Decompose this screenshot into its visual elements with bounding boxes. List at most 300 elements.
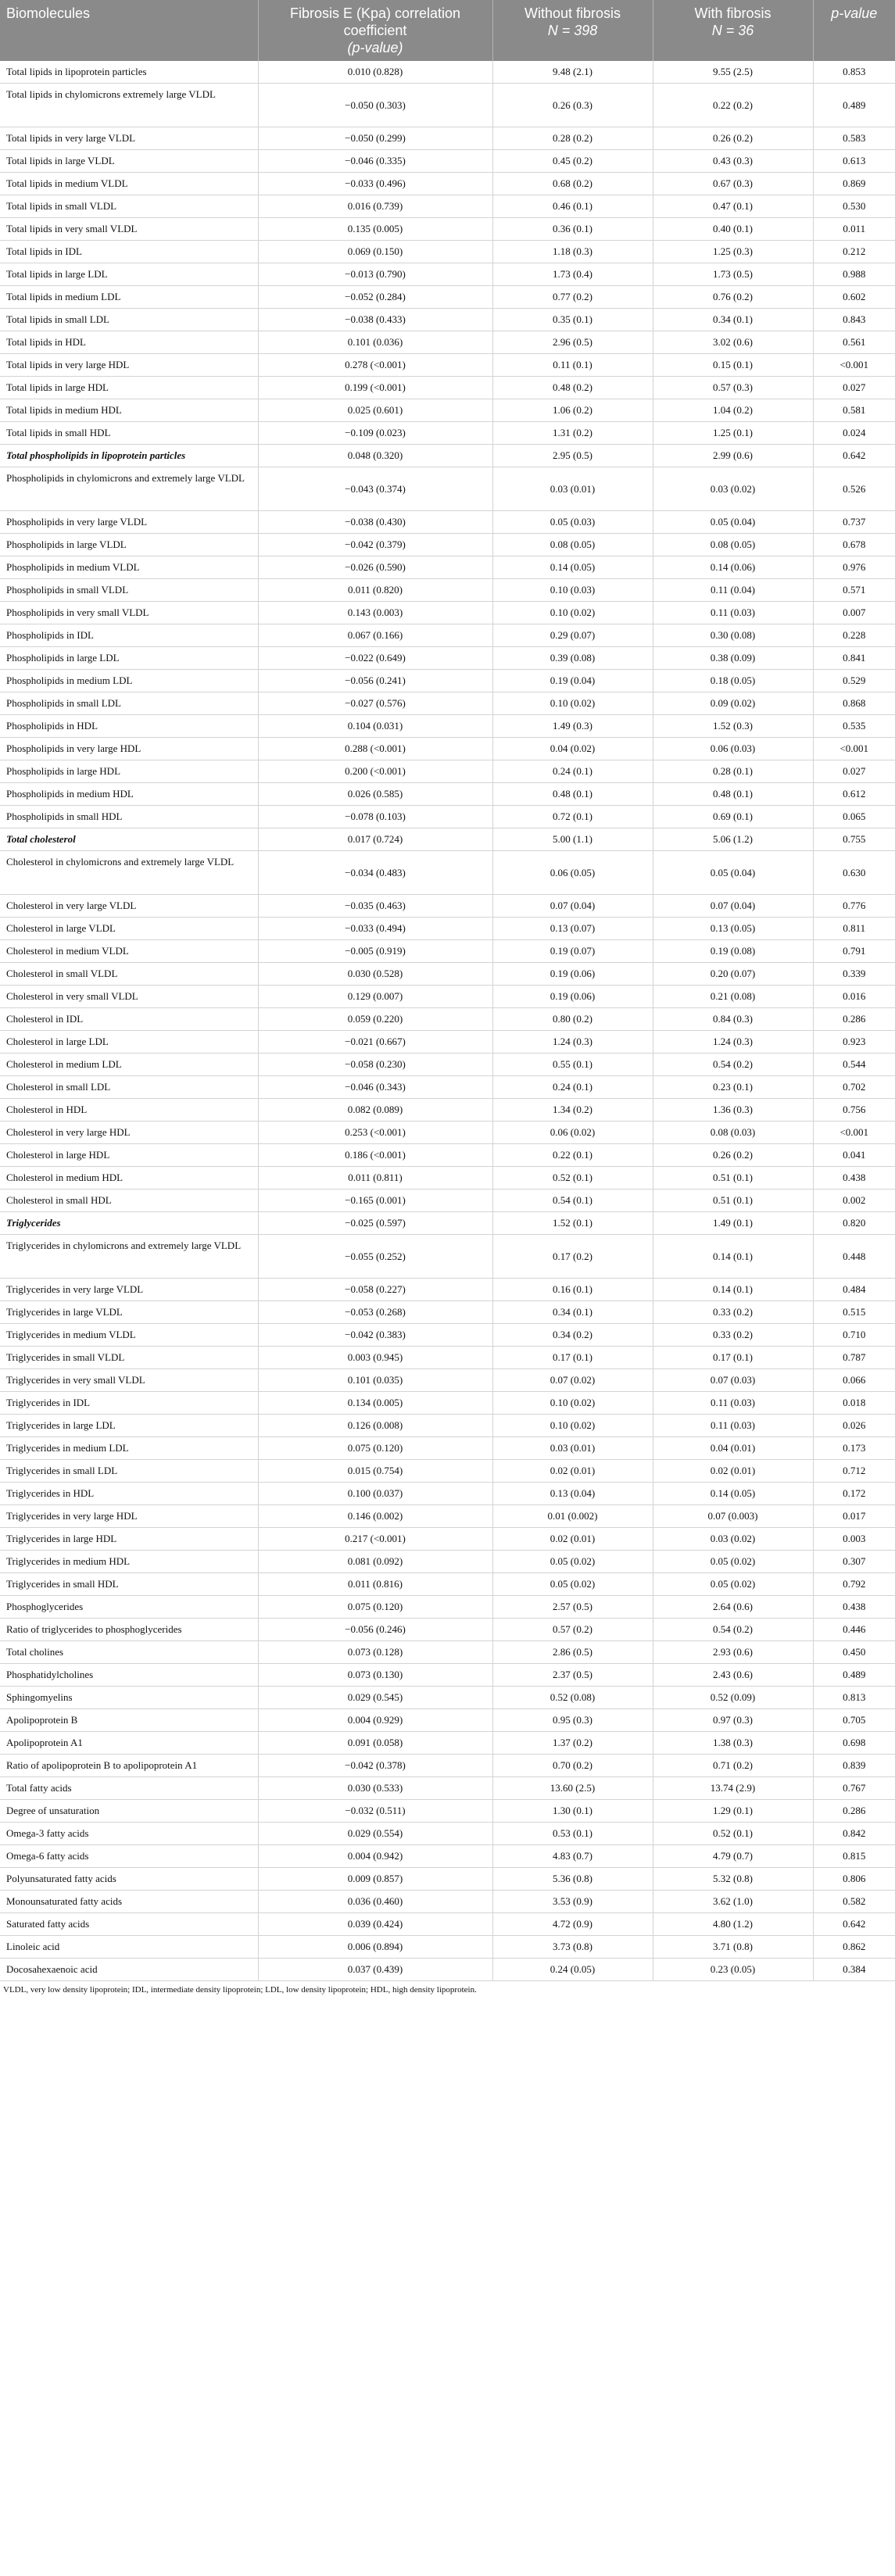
without-fibrosis-cell: 0.07 (0.04) — [492, 895, 653, 918]
correlation-cell: 0.082 (0.089) — [258, 1099, 492, 1122]
biomolecule-name-cell: Total lipids in IDL — [0, 241, 258, 263]
correlation-cell: 0.006 (0.894) — [258, 1936, 492, 1959]
table-row — [0, 377, 895, 399]
pvalue-cell: 0.027 — [813, 377, 895, 399]
biomolecule-name-cell: Phospholipids in small VLDL — [0, 579, 258, 602]
biomolecule-name-cell: Total cholines — [0, 1641, 258, 1664]
correlation-cell: 0.075 (0.120) — [258, 1437, 492, 1460]
biomolecule-name-cell: Apolipoprotein B — [0, 1709, 258, 1732]
correlation-cell: 0.029 (0.545) — [258, 1687, 492, 1709]
biomolecule-name-cell: Linoleic acid — [0, 1936, 258, 1959]
biomolecule-name-cell: Cholesterol in large LDL — [0, 1031, 258, 1054]
correlation-cell: 0.129 (0.007) — [258, 986, 492, 1008]
with-fibrosis-cell: 0.33 (0.2) — [653, 1324, 813, 1347]
without-fibrosis-cell: 0.57 (0.2) — [492, 1619, 653, 1641]
correlation-cell: 0.010 (0.828) — [258, 61, 492, 84]
biomolecule-name-cell: Phospholipids in small HDL — [0, 806, 258, 828]
biomolecule-name-cell: Triglycerides in chylomicrons and extremely large VLDL — [0, 1235, 258, 1279]
biomolecule-name-cell: Phospholipids in small LDL — [0, 692, 258, 715]
header-pvalue-label: p-value — [831, 5, 878, 21]
correlation-cell: 0.081 (0.092) — [258, 1551, 492, 1573]
with-fibrosis-cell: 9.55 (2.5) — [653, 61, 813, 84]
with-fibrosis-cell: 0.84 (0.3) — [653, 1008, 813, 1031]
biomolecule-name-cell: Apolipoprotein A1 — [0, 1732, 258, 1755]
pvalue-cell: 0.839 — [813, 1755, 895, 1777]
with-fibrosis-cell: 0.52 (0.09) — [653, 1687, 813, 1709]
correlation-cell: −0.038 (0.433) — [258, 309, 492, 331]
with-fibrosis-cell: 0.05 (0.04) — [653, 851, 813, 895]
biomolecule-name-cell: Total lipids in HDL — [0, 331, 258, 354]
pvalue-cell: 0.813 — [813, 1687, 895, 1709]
pvalue-cell: 0.339 — [813, 963, 895, 986]
pvalue-cell: 0.286 — [813, 1800, 895, 1823]
with-fibrosis-cell: 0.26 (0.2) — [653, 1144, 813, 1167]
with-fibrosis-cell: 0.05 (0.02) — [653, 1551, 813, 1573]
pvalue-cell: 0.613 — [813, 150, 895, 173]
with-fibrosis-cell: 0.34 (0.1) — [653, 309, 813, 331]
with-fibrosis-cell: 4.80 (1.2) — [653, 1913, 813, 1936]
with-fibrosis-cell: 1.04 (0.2) — [653, 399, 813, 422]
biomolecule-name-cell: Total lipids in medium LDL — [0, 286, 258, 309]
table-row — [0, 1054, 895, 1076]
table-row — [0, 895, 895, 918]
correlation-cell: −0.042 (0.379) — [258, 534, 492, 556]
table-row — [0, 1936, 895, 1959]
without-fibrosis-cell: 0.95 (0.3) — [492, 1709, 653, 1732]
without-fibrosis-cell: 9.48 (2.1) — [492, 61, 653, 84]
table-row — [0, 1505, 895, 1528]
biomolecule-name-cell: Cholesterol in large HDL — [0, 1144, 258, 1167]
table-row — [0, 670, 895, 692]
header-with-line1: With fibrosis — [694, 5, 771, 21]
with-fibrosis-cell: 0.14 (0.05) — [653, 1483, 813, 1505]
without-fibrosis-cell: 0.17 (0.1) — [492, 1347, 653, 1369]
correlation-cell: 0.048 (0.320) — [258, 445, 492, 467]
correlation-cell: −0.046 (0.335) — [258, 150, 492, 173]
biomolecule-name-cell: Total lipids in large HDL — [0, 377, 258, 399]
without-fibrosis-cell: 0.02 (0.01) — [492, 1460, 653, 1483]
pvalue-cell: 0.792 — [813, 1573, 895, 1596]
correlation-cell: 0.104 (0.031) — [258, 715, 492, 738]
pvalue-cell: 0.642 — [813, 445, 895, 467]
biomolecule-name-cell: Cholesterol in very large HDL — [0, 1122, 258, 1144]
with-fibrosis-cell: 0.07 (0.03) — [653, 1369, 813, 1392]
correlation-cell: −0.058 (0.230) — [258, 1054, 492, 1076]
with-fibrosis-cell: 0.48 (0.1) — [653, 783, 813, 806]
pvalue-cell: 0.286 — [813, 1008, 895, 1031]
pvalue-cell: 0.862 — [813, 1936, 895, 1959]
with-fibrosis-cell: 3.62 (1.0) — [653, 1891, 813, 1913]
correlation-cell: −0.042 (0.378) — [258, 1755, 492, 1777]
with-fibrosis-cell: 0.33 (0.2) — [653, 1301, 813, 1324]
table-row — [0, 286, 895, 309]
pvalue-cell: 0.712 — [813, 1460, 895, 1483]
biomolecule-name-cell: Triglycerides in large HDL — [0, 1528, 258, 1551]
without-fibrosis-cell: 0.53 (0.1) — [492, 1823, 653, 1845]
with-fibrosis-cell: 5.06 (1.2) — [653, 828, 813, 851]
without-fibrosis-cell: 3.73 (0.8) — [492, 1936, 653, 1959]
correlation-cell: 0.186 (<0.001) — [258, 1144, 492, 1167]
with-fibrosis-cell: 1.25 (0.1) — [653, 422, 813, 445]
without-fibrosis-cell: 0.77 (0.2) — [492, 286, 653, 309]
correlation-cell: 0.091 (0.058) — [258, 1732, 492, 1755]
pvalue-cell: 0.024 — [813, 422, 895, 445]
table-row — [0, 1528, 895, 1551]
with-fibrosis-cell: 0.54 (0.2) — [653, 1054, 813, 1076]
biomolecule-name-cell: Triglycerides in HDL — [0, 1483, 258, 1505]
correlation-cell: 0.039 (0.424) — [258, 1913, 492, 1936]
without-fibrosis-cell: 0.52 (0.08) — [492, 1687, 653, 1709]
table-row — [0, 1573, 895, 1596]
with-fibrosis-cell: 0.47 (0.1) — [653, 195, 813, 218]
without-fibrosis-cell: 1.30 (0.1) — [492, 1800, 653, 1823]
pvalue-cell: 0.011 — [813, 218, 895, 241]
correlation-cell: −0.042 (0.383) — [258, 1324, 492, 1347]
table-row — [0, 1167, 895, 1190]
table-header — [0, 0, 895, 61]
without-fibrosis-cell: 0.05 (0.03) — [492, 511, 653, 534]
biomolecule-name-cell: Phospholipids in very large HDL — [0, 738, 258, 760]
table-row — [0, 1732, 895, 1755]
pvalue-cell: 0.976 — [813, 556, 895, 579]
biomolecule-name-cell: Triglycerides in very large HDL — [0, 1505, 258, 1528]
with-fibrosis-cell: 0.76 (0.2) — [653, 286, 813, 309]
without-fibrosis-cell: 0.13 (0.04) — [492, 1483, 653, 1505]
biomolecule-name-cell: Monounsaturated fatty acids — [0, 1891, 258, 1913]
correlation-cell: −0.026 (0.590) — [258, 556, 492, 579]
pvalue-cell: 0.767 — [813, 1777, 895, 1800]
table-row — [0, 760, 895, 783]
correlation-cell: 0.075 (0.120) — [258, 1596, 492, 1619]
with-fibrosis-cell: 0.71 (0.2) — [653, 1755, 813, 1777]
pvalue-cell: 0.018 — [813, 1392, 895, 1415]
pvalue-cell: 0.842 — [813, 1823, 895, 1845]
correlation-cell: −0.056 (0.241) — [258, 670, 492, 692]
pvalue-cell: 0.678 — [813, 534, 895, 556]
biomolecule-name-cell: Cholesterol in large VLDL — [0, 918, 258, 940]
biomolecule-name-cell: Cholesterol in medium VLDL — [0, 940, 258, 963]
with-fibrosis-cell: 0.11 (0.04) — [653, 579, 813, 602]
with-fibrosis-cell: 1.25 (0.3) — [653, 241, 813, 263]
with-fibrosis-cell: 0.54 (0.2) — [653, 1619, 813, 1641]
correlation-cell: 0.037 (0.439) — [258, 1959, 492, 1981]
with-fibrosis-cell: 1.38 (0.3) — [653, 1732, 813, 1755]
with-fibrosis-cell: 0.17 (0.1) — [653, 1347, 813, 1369]
with-fibrosis-cell: 0.15 (0.1) — [653, 354, 813, 377]
with-fibrosis-cell: 0.21 (0.08) — [653, 986, 813, 1008]
correlation-cell: 0.101 (0.036) — [258, 331, 492, 354]
correlation-cell: 0.126 (0.008) — [258, 1415, 492, 1437]
without-fibrosis-cell: 0.10 (0.03) — [492, 579, 653, 602]
without-fibrosis-cell: 0.03 (0.01) — [492, 1437, 653, 1460]
biomolecule-name-cell: Total lipids in very large VLDL — [0, 127, 258, 150]
biomolecule-name-cell: Phospholipids in large HDL — [0, 760, 258, 783]
pvalue-cell: <0.001 — [813, 738, 895, 760]
with-fibrosis-cell: 2.43 (0.6) — [653, 1664, 813, 1687]
with-fibrosis-cell: 0.14 (0.1) — [653, 1279, 813, 1301]
correlation-cell: −0.021 (0.667) — [258, 1031, 492, 1054]
pvalue-cell: 0.843 — [813, 309, 895, 331]
correlation-cell: −0.058 (0.227) — [258, 1279, 492, 1301]
table-row — [0, 1235, 895, 1279]
pvalue-cell: 0.755 — [813, 828, 895, 851]
table-row — [0, 1460, 895, 1483]
biomolecule-name-cell: Omega-3 fatty acids — [0, 1823, 258, 1845]
pvalue-cell: 0.448 — [813, 1235, 895, 1279]
with-fibrosis-cell: 1.29 (0.1) — [653, 1800, 813, 1823]
correlation-cell: 0.199 (<0.001) — [258, 377, 492, 399]
biomolecule-name-cell: Phospholipids in chylomicrons and extremely large VLDL — [0, 467, 258, 511]
biomolecule-name-cell: Triglycerides in medium LDL — [0, 1437, 258, 1460]
correlation-cell: 0.253 (<0.001) — [258, 1122, 492, 1144]
with-fibrosis-cell: 0.69 (0.1) — [653, 806, 813, 828]
pvalue-cell: 0.820 — [813, 1212, 895, 1235]
biomolecule-name-cell: Phosphatidylcholines — [0, 1664, 258, 1687]
without-fibrosis-cell: 0.34 (0.2) — [492, 1324, 653, 1347]
biomolecule-name-cell: Polyunsaturated fatty acids — [0, 1868, 258, 1891]
biomolecule-name-cell: Total lipids in medium VLDL — [0, 173, 258, 195]
pvalue-cell: 0.705 — [813, 1709, 895, 1732]
correlation-cell: 0.200 (<0.001) — [258, 760, 492, 783]
correlation-cell: 0.030 (0.533) — [258, 1777, 492, 1800]
header-without-line1: Without fibrosis — [524, 5, 621, 21]
biomolecule-name-cell: Total lipids in very small VLDL — [0, 218, 258, 241]
biomolecule-name-cell: Triglycerides in very large VLDL — [0, 1279, 258, 1301]
correlation-cell: 0.004 (0.929) — [258, 1709, 492, 1732]
correlation-cell: −0.050 (0.303) — [258, 84, 492, 127]
correlation-cell: 0.073 (0.130) — [258, 1664, 492, 1687]
with-fibrosis-cell: 0.11 (0.03) — [653, 602, 813, 624]
table-row — [0, 738, 895, 760]
correlation-cell: 0.015 (0.754) — [258, 1460, 492, 1483]
pvalue-cell: 0.868 — [813, 692, 895, 715]
correlation-cell: 0.003 (0.945) — [258, 1347, 492, 1369]
with-fibrosis-cell: 0.43 (0.3) — [653, 150, 813, 173]
table-row — [0, 556, 895, 579]
correlation-cell: −0.013 (0.790) — [258, 263, 492, 286]
biomolecule-name-cell: Cholesterol in small VLDL — [0, 963, 258, 986]
table-row — [0, 422, 895, 445]
table-row — [0, 1099, 895, 1122]
correlation-cell: 0.011 (0.820) — [258, 579, 492, 602]
with-fibrosis-cell: 0.05 (0.04) — [653, 511, 813, 534]
biomolecule-name-cell: Triglycerides in small HDL — [0, 1573, 258, 1596]
without-fibrosis-cell: 4.72 (0.9) — [492, 1913, 653, 1936]
pvalue-cell: 0.544 — [813, 1054, 895, 1076]
table-row — [0, 1845, 895, 1868]
correlation-cell: 0.073 (0.128) — [258, 1641, 492, 1664]
with-fibrosis-cell: 0.22 (0.2) — [653, 84, 813, 127]
biomolecule-name-cell: Total lipids in small HDL — [0, 422, 258, 445]
correlation-cell: 0.143 (0.003) — [258, 602, 492, 624]
biomolecule-name-cell: Cholesterol in very small VLDL — [0, 986, 258, 1008]
biomolecule-name-cell: Cholesterol in medium LDL — [0, 1054, 258, 1076]
table-row — [0, 1347, 895, 1369]
without-fibrosis-cell: 1.49 (0.3) — [492, 715, 653, 738]
biomolecule-name-cell: Sphingomyelins — [0, 1687, 258, 1709]
without-fibrosis-cell: 0.48 (0.2) — [492, 377, 653, 399]
without-fibrosis-cell: 0.36 (0.1) — [492, 218, 653, 241]
pvalue-cell: 0.065 — [813, 806, 895, 828]
without-fibrosis-cell: 0.02 (0.01) — [492, 1528, 653, 1551]
pvalue-cell: 0.173 — [813, 1437, 895, 1460]
table-row — [0, 241, 895, 263]
table-row — [0, 783, 895, 806]
pvalue-cell: 0.526 — [813, 467, 895, 511]
with-fibrosis-cell: 0.08 (0.03) — [653, 1122, 813, 1144]
biomolecule-name-cell: Phospholipids in large LDL — [0, 647, 258, 670]
correlation-cell: 0.100 (0.037) — [258, 1483, 492, 1505]
biomolecule-name-cell: Cholesterol in HDL — [0, 1099, 258, 1122]
without-fibrosis-cell: 0.10 (0.02) — [492, 602, 653, 624]
table-row — [0, 1301, 895, 1324]
with-fibrosis-cell: 0.06 (0.03) — [653, 738, 813, 760]
table-row — [0, 173, 895, 195]
without-fibrosis-cell: 0.05 (0.02) — [492, 1551, 653, 1573]
biomolecule-name-cell: Total lipids in chylomicrons extremely large VLDL — [0, 84, 258, 127]
pvalue-cell: 0.066 — [813, 1369, 895, 1392]
with-fibrosis-cell: 2.99 (0.6) — [653, 445, 813, 467]
table-row — [0, 61, 895, 84]
without-fibrosis-cell: 4.83 (0.7) — [492, 1845, 653, 1868]
with-fibrosis-cell: 0.14 (0.1) — [653, 1235, 813, 1279]
table-row — [0, 624, 895, 647]
biomolecule-name-cell: Phospholipids in IDL — [0, 624, 258, 647]
without-fibrosis-cell: 0.08 (0.05) — [492, 534, 653, 556]
biomolecule-name-cell: Saturated fatty acids — [0, 1913, 258, 1936]
without-fibrosis-cell: 0.16 (0.1) — [492, 1279, 653, 1301]
without-fibrosis-cell: 1.24 (0.3) — [492, 1031, 653, 1054]
with-fibrosis-cell: 0.18 (0.05) — [653, 670, 813, 692]
biomolecule-name-cell: Ratio of apolipoprotein B to apolipoprotein A1 — [0, 1755, 258, 1777]
pvalue-cell: 0.489 — [813, 84, 895, 127]
with-fibrosis-cell: 0.04 (0.01) — [653, 1437, 813, 1460]
pvalue-cell: 0.811 — [813, 918, 895, 940]
with-fibrosis-cell: 0.40 (0.1) — [653, 218, 813, 241]
with-fibrosis-cell: 3.71 (0.8) — [653, 1936, 813, 1959]
with-fibrosis-cell: 0.05 (0.02) — [653, 1573, 813, 1596]
biomolecule-name-cell: Cholesterol in small LDL — [0, 1076, 258, 1099]
biomolecule-name-cell: Total cholesterol — [0, 828, 258, 851]
without-fibrosis-cell: 2.86 (0.5) — [492, 1641, 653, 1664]
pvalue-cell: 0.698 — [813, 1732, 895, 1755]
pvalue-cell: 0.582 — [813, 1891, 895, 1913]
without-fibrosis-cell: 0.26 (0.3) — [492, 84, 653, 127]
table-row — [0, 1437, 895, 1460]
without-fibrosis-cell: 1.31 (0.2) — [492, 422, 653, 445]
without-fibrosis-cell: 2.96 (0.5) — [492, 331, 653, 354]
with-fibrosis-cell: 0.51 (0.1) — [653, 1190, 813, 1212]
without-fibrosis-cell: 0.06 (0.05) — [492, 851, 653, 895]
correlation-cell: 0.025 (0.601) — [258, 399, 492, 422]
pvalue-cell: 0.515 — [813, 1301, 895, 1324]
pvalue-cell: 0.988 — [813, 263, 895, 286]
biomolecule-name-cell: Phospholipids in medium VLDL — [0, 556, 258, 579]
without-fibrosis-cell: 0.35 (0.1) — [492, 309, 653, 331]
without-fibrosis-cell: 0.14 (0.05) — [492, 556, 653, 579]
with-fibrosis-cell: 0.03 (0.02) — [653, 467, 813, 511]
table-row — [0, 692, 895, 715]
without-fibrosis-cell: 0.52 (0.1) — [492, 1167, 653, 1190]
biomolecule-name-cell: Cholesterol in chylomicrons and extremely large VLDL — [0, 851, 258, 895]
with-fibrosis-cell: 0.23 (0.05) — [653, 1959, 813, 1981]
header-biomolecules-label: Biomolecules — [6, 5, 91, 21]
without-fibrosis-cell: 0.10 (0.02) — [492, 692, 653, 715]
with-fibrosis-cell: 0.07 (0.003) — [653, 1505, 813, 1528]
pvalue-cell: 0.450 — [813, 1641, 895, 1664]
correlation-cell: 0.011 (0.811) — [258, 1167, 492, 1190]
correlation-cell: −0.027 (0.576) — [258, 692, 492, 715]
pvalue-cell: 0.602 — [813, 286, 895, 309]
table-row — [0, 1190, 895, 1212]
pvalue-cell: 0.307 — [813, 1551, 895, 1573]
with-fibrosis-cell: 0.97 (0.3) — [653, 1709, 813, 1732]
correlation-cell: −0.032 (0.511) — [258, 1800, 492, 1823]
header-without-line2: N = 398 — [547, 23, 598, 38]
correlation-cell: −0.053 (0.268) — [258, 1301, 492, 1324]
header-without-fibrosis — [492, 0, 653, 61]
biomolecule-name-cell: Total lipids in large VLDL — [0, 150, 258, 173]
correlation-cell: 0.017 (0.724) — [258, 828, 492, 851]
correlation-cell: 0.135 (0.005) — [258, 218, 492, 241]
without-fibrosis-cell: 0.34 (0.1) — [492, 1301, 653, 1324]
correlation-cell: 0.134 (0.005) — [258, 1392, 492, 1415]
with-fibrosis-cell: 0.52 (0.1) — [653, 1823, 813, 1845]
pvalue-cell: 0.561 — [813, 331, 895, 354]
biomolecule-name-cell: Docosahexaenoic acid — [0, 1959, 258, 1981]
without-fibrosis-cell: 0.24 (0.05) — [492, 1959, 653, 1981]
pvalue-cell: 0.027 — [813, 760, 895, 783]
biomolecule-name-cell: Triglycerides in medium HDL — [0, 1551, 258, 1573]
table-row — [0, 1551, 895, 1573]
with-fibrosis-cell: 0.28 (0.1) — [653, 760, 813, 783]
with-fibrosis-cell: 0.09 (0.02) — [653, 692, 813, 715]
without-fibrosis-cell: 1.73 (0.4) — [492, 263, 653, 286]
with-fibrosis-cell: 5.32 (0.8) — [653, 1868, 813, 1891]
without-fibrosis-cell: 1.52 (0.1) — [492, 1212, 653, 1235]
table-row — [0, 445, 895, 467]
pvalue-cell: 0.212 — [813, 241, 895, 263]
without-fibrosis-cell: 0.22 (0.1) — [492, 1144, 653, 1167]
table-row — [0, 218, 895, 241]
without-fibrosis-cell: 0.68 (0.2) — [492, 173, 653, 195]
table-row — [0, 1596, 895, 1619]
correlation-cell: 0.009 (0.857) — [258, 1868, 492, 1891]
with-fibrosis-cell: 0.11 (0.03) — [653, 1392, 813, 1415]
table-row — [0, 851, 895, 895]
correlation-cell: −0.035 (0.463) — [258, 895, 492, 918]
table-row — [0, 1144, 895, 1167]
table-row — [0, 467, 895, 511]
pvalue-cell: 0.228 — [813, 624, 895, 647]
table-row — [0, 1641, 895, 1664]
without-fibrosis-cell: 1.34 (0.2) — [492, 1099, 653, 1122]
table-row — [0, 84, 895, 127]
table-row — [0, 1800, 895, 1823]
pvalue-cell: 0.002 — [813, 1190, 895, 1212]
table-row — [0, 511, 895, 534]
correlation-cell: −0.056 (0.246) — [258, 1619, 492, 1641]
pvalue-cell: <0.001 — [813, 1122, 895, 1144]
table-row — [0, 828, 895, 851]
correlation-cell: 0.004 (0.942) — [258, 1845, 492, 1868]
table-row — [0, 1031, 895, 1054]
pvalue-cell: 0.007 — [813, 602, 895, 624]
without-fibrosis-cell: 0.72 (0.1) — [492, 806, 653, 828]
with-fibrosis-cell: 1.52 (0.3) — [653, 715, 813, 738]
without-fibrosis-cell: 0.10 (0.02) — [492, 1415, 653, 1437]
without-fibrosis-cell: 0.28 (0.2) — [492, 127, 653, 150]
